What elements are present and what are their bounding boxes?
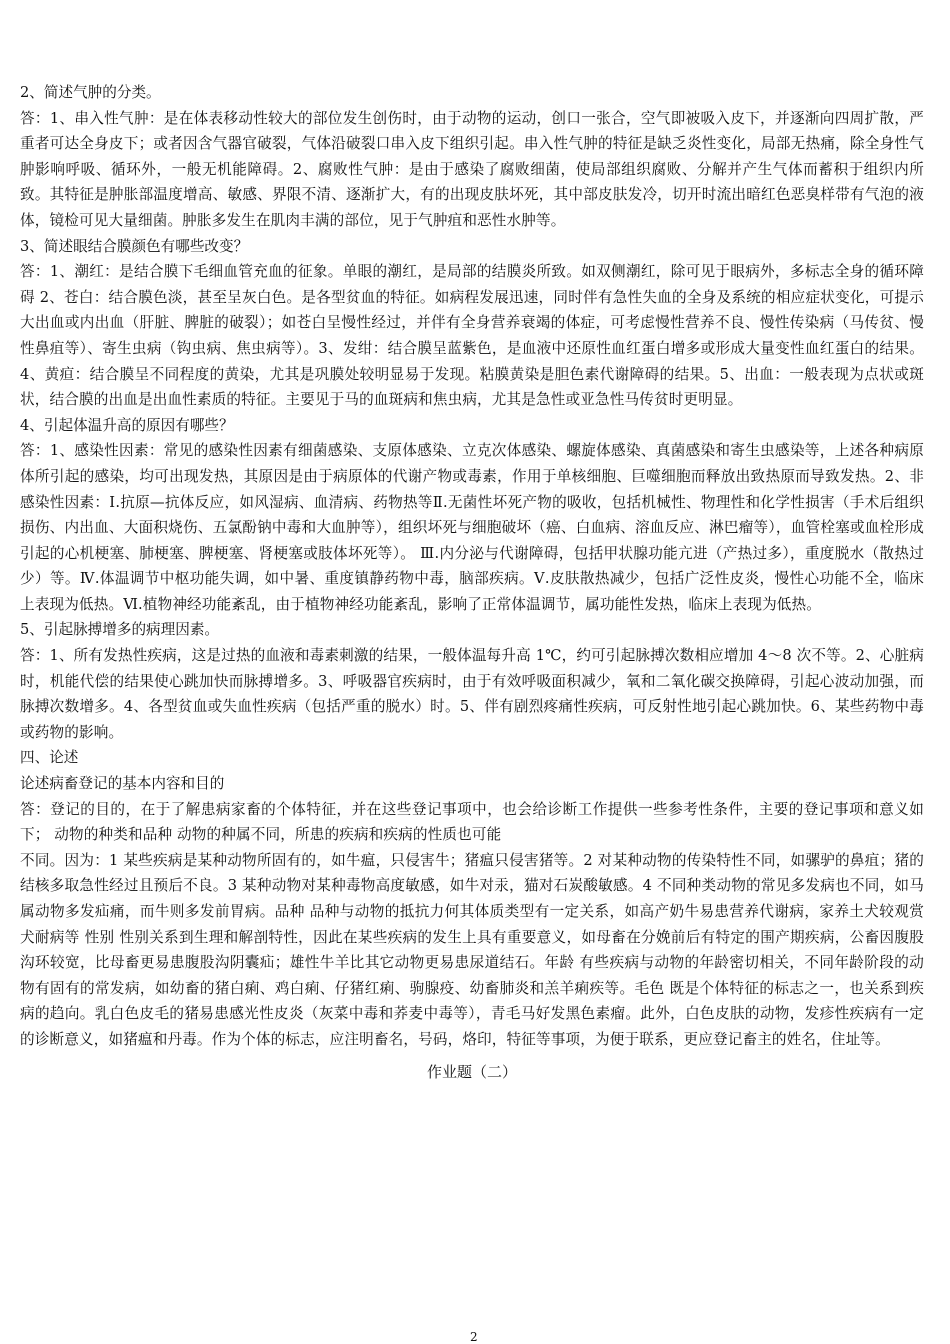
essay-answer-part2: 不同。因为：1 某些疾病是某种动物所固有的，如牛瘟，只侵害牛；猪瘟只侵害猪等。2 对某种动物的传染特性不同，如骡驴的鼻疽；猪的结核多取急性经过且预后不良。3 某种动物对某种毒物高度敏感，如牛对汞，猫对石炭酸敏感。4 不同种类动物的常见多发病也不同，如马属动物多发疝痛，而牛则多发前胃病。品种 品种与动物的抵抗力何其体质类型有一定关系，如高产奶牛易患营养代谢病，家养土犬较观赏犬耐病等 性别 性别关系到生理和解剖特性，因此在某些疾病的发生上具有重要意义，如母畜在分娩前后有特定的围产期疾病，公畜因腹股沟环较宽，比母畜更易患腹股沟阴囊疝；雄性牛羊比其它动物更易患尿道结石。年龄 有些疾病与动物的年龄密切相关，不同年龄阶段的动物有固有的常发病，如幼畜的猪白痢、鸡白痢、仔猪红痢、驹腺疫、幼畜肺炎和羔羊痢疾等。毛色 既是个体特征的标志之一，也关系到疾病的趋向。乳白色皮毛的猪易患感光性皮炎（灰菜中毒和荞麦中毒等），青毛马好发黑色素瘤。此外，白色皮肤的动物，发疹性疾病有一定的诊断意义，如猪瘟和丹毒。作为个体的标志，应注明畜名，号码，烙印，特征等事项，为便于联系，更应登记畜主的姓名，住址等。 — [20, 851, 924, 1048]
question-4-title: 4、引起体温升高的原因有哪些？ — [20, 416, 234, 434]
page-number: 2 — [470, 1330, 478, 1344]
section-heading-4: 四、论述 — [20, 749, 79, 767]
question-2-answer: 答：1、串入性气肿：是在体表移动性较大的部位发生创伤时，由于动物的运动，创口一张合，空气即被吸入皮下，并逐渐向四周扩散，严重者可达全身皮下；或者因含气器官破裂，气体沿破裂口串入皮下组织引起。串入性气肿的特征是缺乏炎性变化，局部无热痛，除全身性气肿影响呼吸、循环外，一般无机能障碍。2、腐败性气肿：是由于感染了腐败细菌，使局部组织腐败、分解并产生气体而蓄积于组织内所致。其特征是肿胀部温度增高、敏感、界限不清、逐渐扩大，有的出现皮肤坏死，其中部皮肤发冷，切开时流出暗红色恶臭样带有气泡的液体，镜检可见大量细菌。肿胀多发生在肌肉丰满的部位，见于气肿疽和恶性水肿等。 — [20, 109, 924, 229]
question-4-answer: 答：1、感染性因素：常见的感染性因素有细菌感染、支原体感染、立克次体感染、螺旋体感染、真菌感染和寄生虫感染等，上述各种病原体所引起的感染，均可出现发热，其原因是由于病原体的代谢产物或毒素，作用于单核细胞、巨噬细胞而释放出致热原而导致发热。2、非感染性因素：Ⅰ.抗原—抗体反应，如风湿病、血清病、药物热等Ⅱ.无菌性坏死产物的吸收，包括机械性、物理性和化学性损害（手术后组织损伤、内出血、大面积烧伤、五氯酚钠中毒和大血肿等），组织坏死与细胞破坏（癌、白血病、溶血反应、淋巴瘤等），血管栓塞或血栓形成引起的心机梗塞、肺梗塞、脾梗塞、肾梗塞或肢体坏死等）。 Ⅲ.内分泌与代谢障碍，包括甲状腺功能亢进（产热过多），重度脱水（散热过少）等。Ⅳ.体温调节中枢功能失调，如中暑、重度镇静药物中毒，脑部疾病。Ⅴ.皮肤散热减少，包括广泛性皮炎，慢性心功能不全，临床上表现为低热。Ⅵ.植物神经功能紊乱，由于植物神经功能紊乱，影响了正常体温调节，属功能性发热，临床上表现为低热。 — [20, 442, 924, 613]
essay-title: 论述病畜登记的基本内容和目的 — [20, 775, 225, 793]
question-5-title: 5、引起脉搏增多的病理因素。 — [20, 621, 220, 639]
essay-answer-part1: 答：登记的目的，在于了解患病家畜的个体特征，并在这些登记事项中，也会给诊断工作提供一些参考性条件，主要的登记事项和意义如下； 动物的种类和品种 动物的种属不同，所患的疾病和疾病的性质也可能 — [20, 800, 924, 844]
question-3-title: 3、简述眼结合膜颜色有哪些改变？ — [20, 237, 249, 255]
question-2-title: 2、简述气肿的分类。 — [20, 84, 161, 101]
question-5-answer: 答：1、所有发热性疾病，这是过热的血液和毒素刺激的结果，一般体温每升高 1℃，约可引起脉搏次数相应增加 4～8 次不等。2、心脏病时，机能代偿的结果使心跳加快而脉搏增多。3、呼吸器官疾病时，由于有效呼吸面积减少，氧和二氧化碳交换障碍，引起心波动加强，而脉搏次数增多。4、各型贫血或失血性疾病（包括严重的脱水）时。5、伴有剧烈疼痛性疾病，可反射性地引起心跳加快。6、某些药物中毒或药物的影响。 — [20, 647, 924, 741]
next-assignment-title: 作业题（二） — [426, 1062, 517, 1081]
question-3-answer: 答：1、潮红：是结合膜下毛细血管充血的征象。单眼的潮红，是局部的结膜炎所致。如双侧潮红，除可见于眼病外，多标志全身的循环障碍 2、苍白：结合膜色淡，甚至呈灰白色。是各型贫血的特征。如病程发展迅速，同时伴有急性失血的全身及系统的相应症状变化，可提示大出血或内出血（肝脏、脾脏的破裂）；如苍白呈慢性经过，并伴有全身营养衰竭的体症，可考虑慢性营养不良、慢性传染病（马传贫、慢性鼻疽等）、寄生虫病（钩虫病、焦虫病等）。3、发绀：结合膜呈蓝紫色，是血液中还原性血红蛋白增多或形成大量变性血红蛋白的结果。4、黄疸：结合膜呈不同程度的黄染，尤其是巩膜处较明显易于发现。粘膜黄染是胆色素代谢障碍的结果。5、出血：一般表现为点状或斑状，结合膜的出血是出血性素质的特征。主要见于马的血斑病和焦虫病，尤其是急性或亚急性马传贫时更明显。 — [20, 263, 924, 409]
